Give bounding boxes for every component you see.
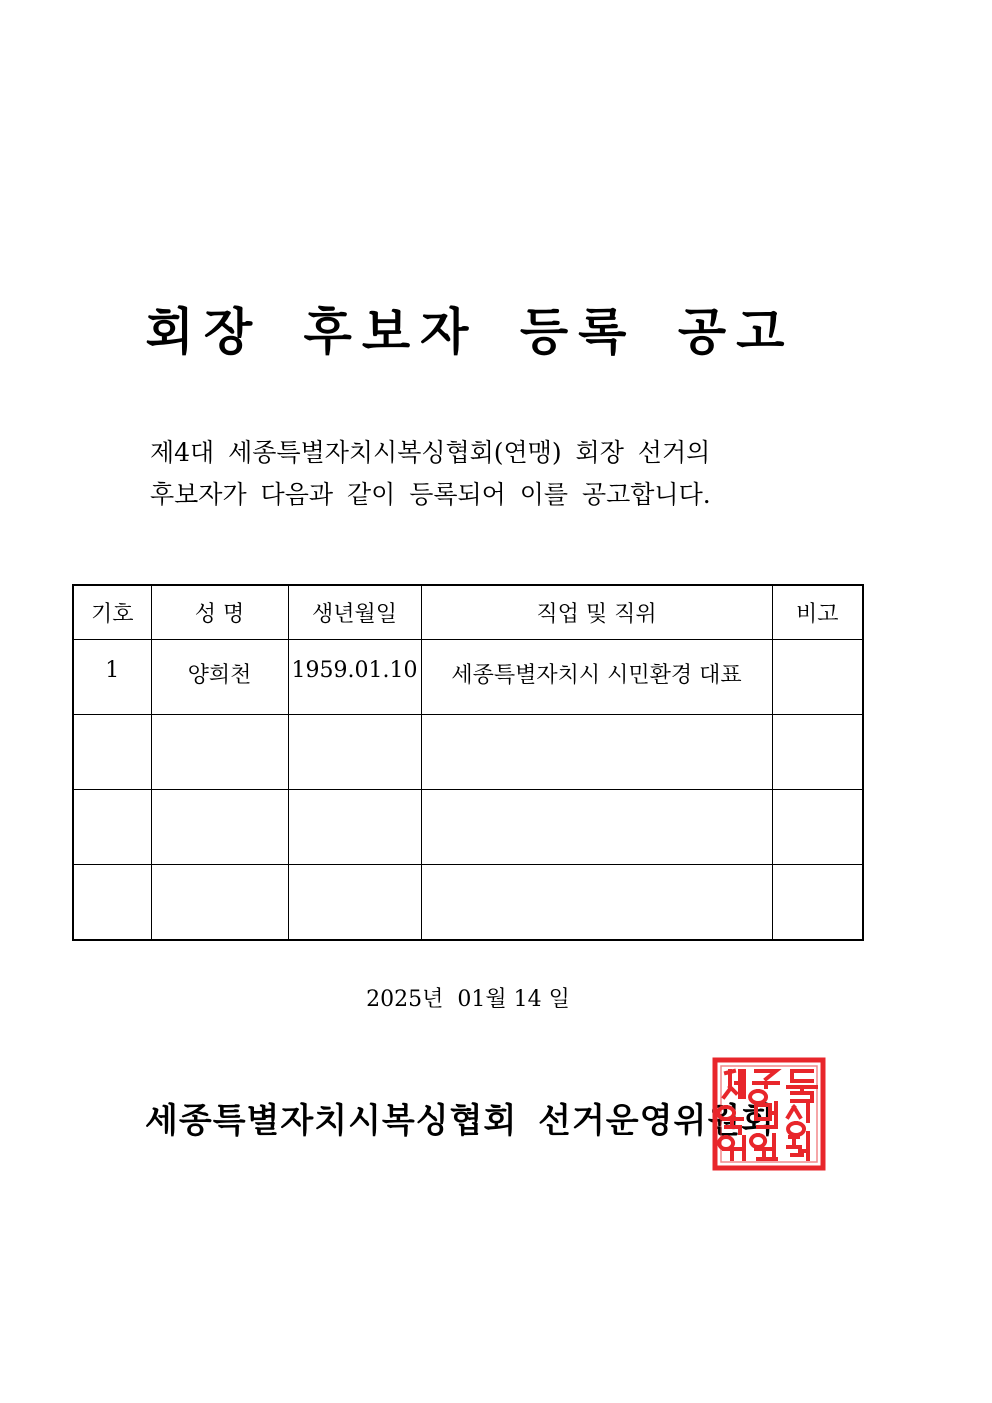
notice-intro	[150, 432, 810, 516]
header-birthdate: 생년월일	[288, 585, 421, 640]
notice-title: 회장 후보자 등록 공고	[145, 302, 795, 361]
header-remarks: 비고	[772, 585, 863, 640]
header-occupation: 직업 및 직위	[421, 585, 772, 640]
cell-occupation	[421, 865, 772, 940]
cell-name	[151, 715, 288, 790]
table-row	[73, 715, 863, 790]
notice-date: 2025년 01월 14 일	[366, 987, 570, 1012]
intro-line-2: 후보자가 다음과 같이 등록되어 이를 공고합니다.	[150, 480, 711, 509]
cell-number	[73, 865, 151, 940]
table-row	[73, 790, 863, 865]
cell-number: 1	[73, 640, 151, 715]
cell-occupation	[421, 715, 772, 790]
cell-name	[151, 865, 288, 940]
official-seal	[712, 1057, 826, 1171]
candidate-table	[72, 584, 864, 941]
cell-birthdate	[288, 715, 421, 790]
header-name: 성 명	[151, 585, 288, 640]
cell-birthdate	[288, 865, 421, 940]
organization-name: 세종특별자치시복싱협회 선거운영위원회	[145, 1101, 776, 1141]
cell-remarks	[772, 790, 863, 865]
cell-name	[151, 790, 288, 865]
seal-glyphs	[718, 1071, 816, 1159]
cell-occupation: 세종특별자치시 시민환경 대표	[421, 640, 772, 715]
table-header-row	[73, 585, 863, 640]
cell-name: 양희천	[151, 640, 288, 715]
cell-remarks	[772, 715, 863, 790]
header-number: 기호	[73, 585, 151, 640]
cell-number	[73, 715, 151, 790]
intro-line-1: 제4대 세종특별자치시복싱협회(연맹) 회장 선거의	[150, 438, 711, 467]
cell-number	[73, 790, 151, 865]
cell-birthdate: 1959.01.10	[288, 640, 421, 715]
cell-occupation	[421, 790, 772, 865]
cell-remarks	[772, 640, 863, 715]
table-row	[73, 640, 863, 715]
cell-remarks	[772, 865, 863, 940]
table-row	[73, 865, 863, 940]
cell-birthdate	[288, 790, 421, 865]
